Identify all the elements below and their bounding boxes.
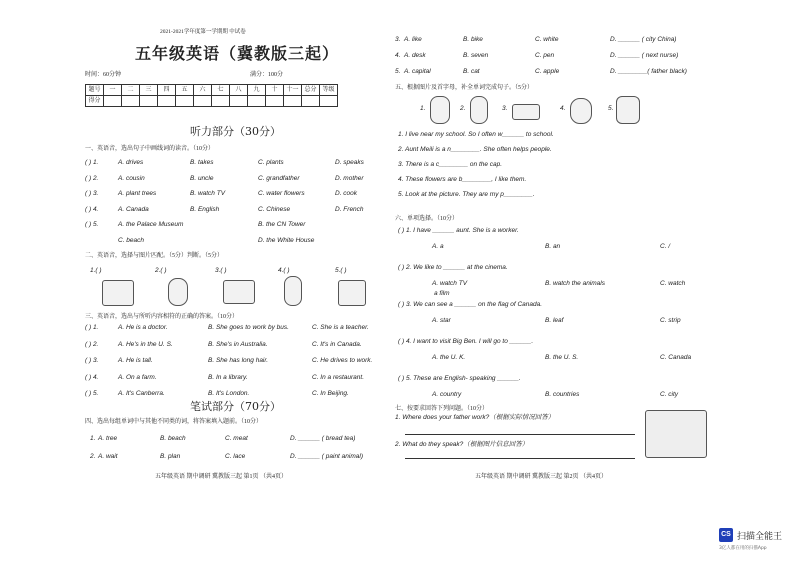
q4-option-a: A. desk [404,52,426,59]
q4-option-a: A. capital [404,68,431,75]
q6-stem: ( ) 2. We like to ______ at the cinema. [398,264,508,271]
score-table-header-cell: 二 [122,85,140,96]
q1-number: ( ) 3. [85,190,99,197]
q5-sentence: 5. Look at the picture. They are my p________. [398,191,535,198]
q6-option-b: B. an [545,243,561,250]
q5-picture-label: 5. [608,105,614,112]
score-table-header-cell: 十一 [284,85,302,96]
q4-heading: 四、选出每组单词中与其他不同类的词，将答案填入题前。（10分） [85,419,263,425]
q1-option-c: D. the White House [258,236,315,244]
q4-option-d: D. ________( father black) [610,68,687,75]
q4-option-b: B. plan [160,453,181,460]
q6-option-c: C. Canada [660,354,692,361]
q1-option-c: C. plants [258,159,284,166]
q3-option-a: A. He is tall. [118,357,153,364]
q2-item: 2.( ) [155,267,167,274]
q6-option-c: C. watch [660,280,686,287]
q6-option-a: A. watch TV [432,280,468,287]
q4-number: 4. [395,52,401,59]
q3-option-c: C. In Beijing. [312,390,349,397]
score-cell[interactable] [158,96,176,107]
picture-4-girl [284,276,302,306]
camscanner-tagline: 3亿人都在用的扫描App [719,546,767,551]
listening-section-title: 听力部分（30分） [190,125,281,138]
picture-flowers [570,98,592,124]
score-cell[interactable] [302,96,320,107]
picture-1-reading [102,280,134,306]
q3-number: ( ) 4. [85,373,99,381]
q4-option-a: A. tree [98,435,118,442]
q6-option-a: A. a [432,243,444,250]
time-label: 时间：60分钟 [85,72,122,78]
q3-heading: 三、英语音，选出与所听内容相符的正确的答案。（10分） [85,314,239,320]
q5-heading: 五、根据图片及首字母，补全单词完成句子。（5分） [395,85,534,91]
q5-sentence: 3. There is a c________ on the cap. [398,161,503,168]
q4-number: 3. [395,36,401,43]
q6-option-a: A. the U. K. [432,354,466,361]
q2-item: 1.( ) [90,267,102,274]
q3-option-b: B. She's in Australia. [208,340,268,348]
score-cell[interactable] [194,96,212,107]
score-table-header-cell: 三 [140,85,158,96]
q3-number: ( ) 3. [85,357,99,364]
q3-number: ( ) 1. [85,324,99,331]
picture-2-boy [168,278,188,306]
score-table-header-cell: 九 [248,85,266,96]
picture-3-building [223,280,255,304]
q4-number: 2. [90,453,96,460]
q1-number: ( ) 1. [85,159,99,166]
q1-option-d: D. speaks [335,159,364,166]
score-cell[interactable] [212,96,230,107]
picture-cap [512,104,540,120]
q6-heading: 六、单项选择。（10分） [395,216,459,222]
q1-option-b: B. English [190,205,220,213]
q7-heading: 七、按要求回答下列问题。（10分） [395,406,489,412]
score-cell[interactable] [284,96,302,107]
q6-option-a: A. country [432,391,462,398]
q3-option-a: A. It's Canberra. [118,390,165,397]
picture-parents [616,96,640,124]
score-table-header-cell: 七 [212,85,230,96]
q4-option-b: B. cat [463,68,480,75]
q6-option-b: B. leaf [545,317,564,324]
score-table-header-cell: 题号 [86,85,104,96]
q1-option-c: B. the CN Tower [258,221,306,228]
q4-option-d: D. ______ ( paint animal) [290,453,363,460]
left-footer: 五年级英语 期中调研 冀教版三起 第1页 （共4页） [155,474,288,480]
q4-number: 1. [90,435,96,442]
score-cell[interactable] [266,96,284,107]
right-footer: 五年级英语 期中调研 冀教版三起 第2页 （共4页） [475,474,608,480]
q4-option-b: B. seven [463,52,489,59]
q3-number: ( ) 2. [85,340,99,348]
q3-number: ( ) 5. [85,390,99,397]
q1-heading: 一、英语音，选出句子中画线词的读音。（10分） [85,146,215,152]
score-table-header-cell: 一 [104,85,122,96]
score-table-header-cell: 十 [266,85,284,96]
q6-option-b: B. the U. S. [545,354,579,361]
q4-option-d: D. ______ ( bread tea) [290,435,356,442]
q3-option-b: B. It's London. [208,390,250,397]
q4-option-d: D. ______ ( city China) [610,36,677,43]
score-cell[interactable] [248,96,266,107]
q3-option-a: A. He is a doctor. [118,324,168,331]
q1-option-c: C. water flowers [258,190,305,197]
q1-option-d: D. mother [335,174,364,182]
q6-option-c: C. strip [660,317,681,324]
picture-world-map [645,410,707,458]
score-cell[interactable] [140,96,158,107]
q3-option-c: C. In a restaurant. [312,373,365,381]
q6-option-c: C. city [660,391,679,398]
score-table [85,84,338,107]
q5-sentence: 1. I live near my school. So I often w______ to school. [398,131,554,138]
q1-option-b: B. watch TV [190,190,226,197]
q4-option-c: C. apple [535,68,560,75]
score-table-header-cell: 六 [194,85,212,96]
q4-option-b: B. beach [160,435,186,442]
q4-option-c: C. white [535,36,559,43]
q5-picture-label: 4. [560,105,566,112]
score-table-header-cell: 等级 [320,85,338,96]
q1-option-c: C. Chinese [258,205,291,213]
picture-walk [430,96,450,124]
score-cell[interactable] [176,96,194,107]
q2-item: 4.( ) [278,267,290,274]
q5-picture-label: 2. [460,105,466,112]
score-table-row-label: 得分 [86,96,104,107]
picture-nurse [470,96,488,124]
q5-picture-label: 3. [502,105,508,112]
score-table-header-cell: 四 [158,85,176,96]
right-page [390,0,720,561]
q5-sentence: 4. These flowers are b________, I like them. [398,176,527,183]
score-cell[interactable] [122,96,140,107]
q3-option-c: C. He drives to work. [312,357,373,364]
q1-option-a: A. the Palace Museum [118,221,184,228]
q3-option-a: A. On a farm. [118,373,157,381]
q2-item: 3.( ) [215,267,227,274]
q6-option-b: B. watch the animals [545,280,605,287]
q3-option-b: B. She goes to work by bus. [208,324,289,331]
q4-option-b: B. bike [463,36,483,43]
camscanner-logo-icon: CS [719,528,733,542]
q1-option-a: A. Canada [118,205,149,213]
exam-header: 2021-2021学年度第一学期期 中试卷 [160,29,246,35]
left-page [80,0,380,561]
q3-option-b: B. In a library. [208,373,248,381]
q4-number: 5. [395,68,401,75]
q6-option-extra: a film [434,290,450,297]
q1-option-a: A. cousin [118,174,145,182]
q4-option-c: C. meat [225,435,248,442]
q1-option-a: A. drives [118,159,144,166]
q4-option-c: C. pen [535,52,555,59]
q5-picture-label: 1. [420,105,426,112]
score-cell[interactable] [230,96,248,107]
q6-stem: ( ) 1. I have ______ aunt. She is a worker. [398,227,519,234]
q6-stem: ( ) 3. We can see a ______ on the flag of Canada. [398,301,543,308]
written-section-title: 笔试部分（70分） [190,400,281,413]
q1-option-d: D. cook [335,190,358,197]
q1-option-b: B. uncle [190,174,214,182]
score-table-header-cell: 八 [230,85,248,96]
q4-option-a: A. wait [98,453,118,460]
q1-option-a: A. plant trees [118,190,157,197]
camscanner-name: 扫描全能王 [737,532,783,542]
q1-option-b: B. takes [190,159,214,166]
page-title: 五年级英语（冀教版三起） [135,44,340,63]
q1-number: ( ) 5. [85,221,99,228]
q6-stem: ( ) 4. I want to visit Big Ben. I will go to ______. [398,338,534,345]
q1-number: ( ) 4. [85,205,99,213]
q4-option-a: A. like [404,36,422,43]
q6-option-b: B. countries [545,391,580,398]
q7-item-2: 2. What do they speak?（根据图片信息回答） [395,441,529,448]
score-cell[interactable] [320,96,338,107]
q2-item: 5.( ) [335,267,347,274]
q6-stem: ( ) 5. These are English- speaking ______. [398,375,521,382]
full-score-label: 满分：100分 [250,72,284,78]
q6-option-c: C. / [660,243,671,250]
answer-line-1[interactable] [405,434,635,435]
score-table-header-cell: 五 [176,85,194,96]
score-table-header-cell: 总分 [302,85,320,96]
q6-option-a: A. star [432,317,451,324]
q5-sentence: 2. Aunt Meili is a n________. She often helps people. [398,146,552,153]
q1-number: ( ) 2. [85,174,99,182]
q3-option-c: C. It's in Canada. [312,340,362,348]
q1-option-a: C. beach [118,236,145,244]
score-cell[interactable] [104,96,122,107]
answer-line-2[interactable] [405,458,635,459]
q7-item-1: 1. Where does your father work?（根据实际情况回答） [395,414,555,421]
q3-option-b: B. She has long hair. [208,357,269,364]
q1-option-c: C. grandfather [258,174,300,182]
q4-option-c: C. lace [225,453,246,460]
q1-option-d: D. French [335,205,364,213]
q3-option-c: C. She is a teacher. [312,324,369,331]
picture-5-playground [338,280,366,306]
q4-option-d: D. ______ ( next nurse) [610,52,679,59]
q2-heading: 二、英语音，选择与图片匹配。（5分）判断。（5分） [85,253,224,259]
q3-option-a: A. He's in the U. S. [118,340,173,348]
